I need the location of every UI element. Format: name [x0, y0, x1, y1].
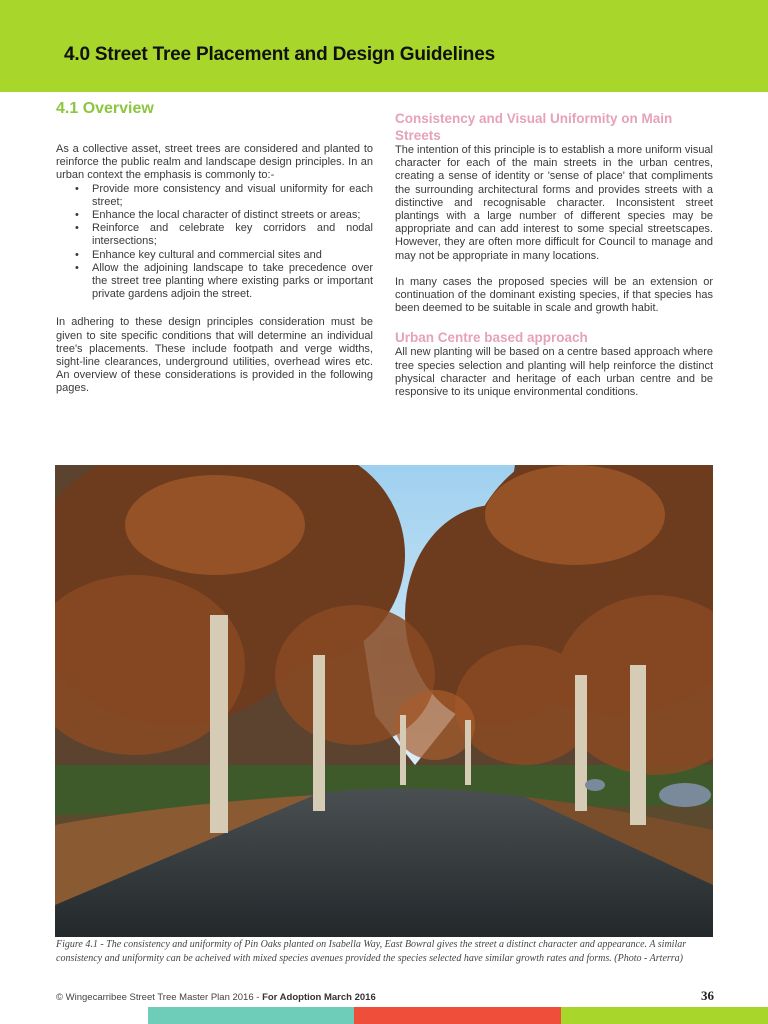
bullet-item: • Allow the adjoining landscape to take precedence over the street tree planting where existing parks or important private gardens adjoin the street. — [92, 262, 373, 302]
urban-centre-paragraph: All new planting will be based on a centre based approach where tree species selection and planting will help reinforce the distinct physical character and heritage of each urban centre and be responsive to its unique environmental conditions. — [395, 346, 713, 399]
left-column — [56, 100, 373, 396]
bullet-item: • Reinforce and celebrate key corridors and nodal intersections; — [92, 222, 373, 248]
bullet-item: • Enhance key cultural and commercial sites and — [92, 249, 373, 262]
right-column — [395, 110, 713, 399]
footer-bar-teal — [148, 1007, 354, 1024]
section-title-overview: 4.1 Overview — [56, 100, 154, 117]
consistency-paragraph-2: In many cases the proposed species will be an extension or continuation of the dominant existing species, if that species has been deemed to be suitable in scale and growth habit. — [395, 275, 713, 315]
footer-bar-red — [354, 1007, 561, 1024]
street-tree-photo — [55, 465, 713, 937]
overview-bullet-list — [56, 183, 373, 302]
consistency-paragraph-1: The intention of this principle is to establish a more uniform visual character for each of the main streets in the urban centres, creating a sense of identity or 'sense of place' that compliments the surrounding architectural forms and provides streets with a distinctive and recognisable character. Inconsistent street plantings with a large number of different species may be appropriate and can add interest to some special streetscapes. However, they are often more difficult for Council to manage and may not be appropriate in many locations. — [395, 144, 713, 262]
footer-status: For Adoption March 2016 — [262, 992, 376, 1003]
figure-caption: Figure 4.1 - The consistency and uniformity of Pin Oaks planted on Isabella Way, East Bowral gives the street a distinct character and appearance. A similar consistency and uniformity can be acheived with mixed species avenues provided the species selected have similar growth rates and forms. (Photo - Arterra) — [56, 939, 687, 964]
heading-urban-centre: Urban Centre based approach — [395, 330, 588, 346]
bullet-item: • Enhance the local character of distinct streets or areas; — [92, 209, 373, 222]
page-title: 4.0 Street Tree Placement and Design Guidelines — [64, 44, 495, 65]
footer-copyright-text: © Wingecarribee Street Tree Master Plan 2016 - — [56, 992, 263, 1003]
heading-consistency: Consistency and Visual Uniformity on Main Streets — [395, 111, 673, 143]
page-number: 36 — [701, 988, 714, 1003]
footer-copyright — [56, 991, 376, 1004]
overview-paragraph-2: In adhering to these design principles consideration must be given to site specific conditions that will determine an individual tree's placements. These include footpath and verge widths, sight-line clearances, underground utilities, overhead wires etc. An overview of these considerations is provided in the following pages. — [56, 316, 373, 395]
footer-bar-green — [561, 1007, 768, 1024]
overview-intro: As a collective asset, street trees are considered and planted to reinforce the public realm and landscape design principles. In an urban context the emphasis is commonly to:- — [56, 143, 373, 182]
bullet-item: • Provide more consistency and visual uniformity for each street; — [92, 183, 373, 209]
